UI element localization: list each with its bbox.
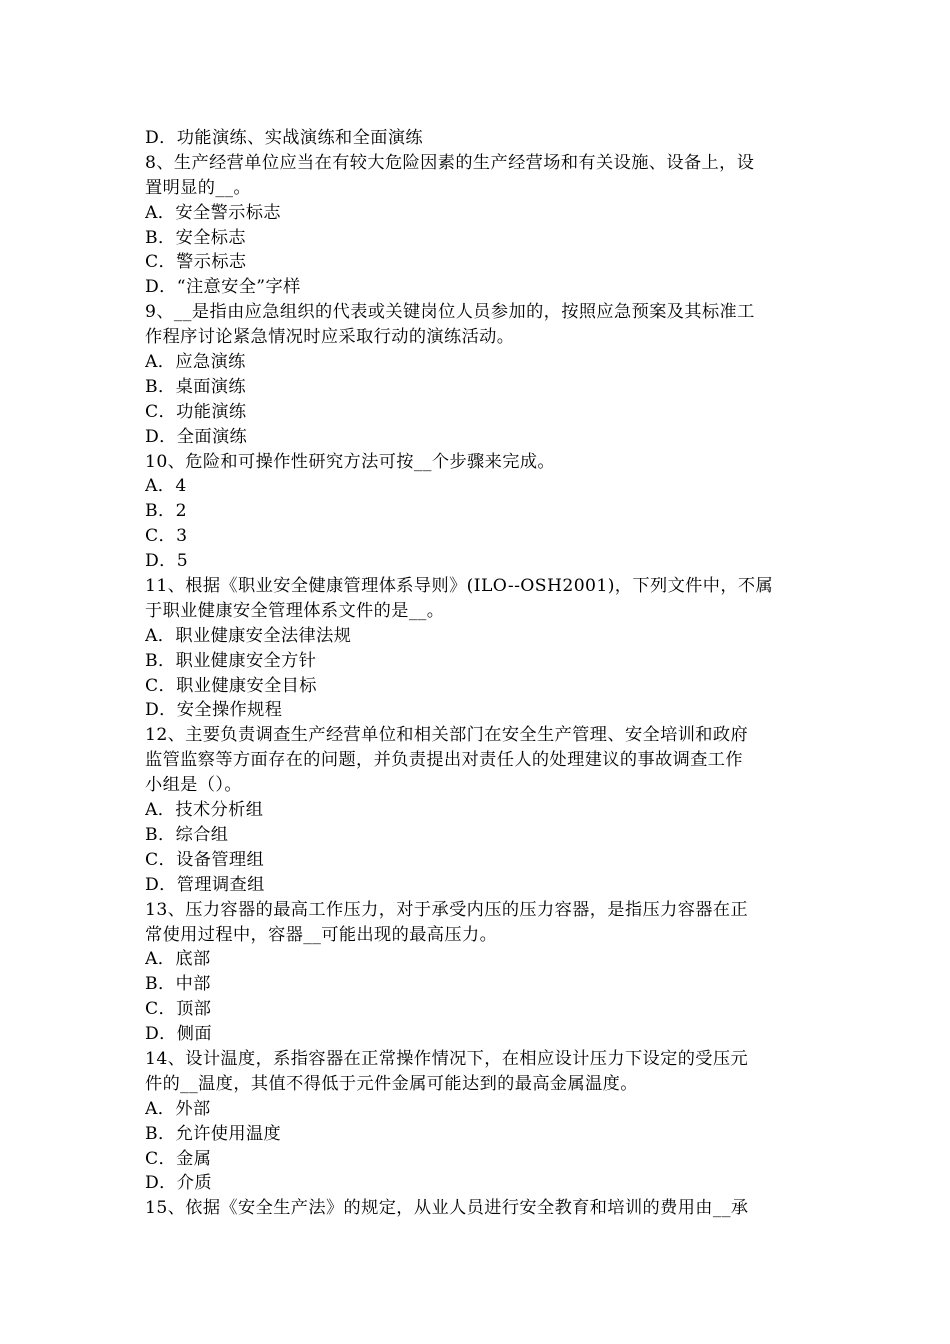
question-12-cont: 小组是（）。 bbox=[145, 775, 242, 796]
option-d: D．全面演练 bbox=[145, 426, 248, 447]
option-c: C．顶部 bbox=[145, 999, 212, 1020]
option-d: D．介质 bbox=[145, 1173, 212, 1194]
question-14-cont: 件的__温度，其值不得低于元件金属可能达到的最高金属温度。 bbox=[145, 1073, 638, 1094]
question-11-cont: 于职业健康安全管理体系文件的是__。 bbox=[145, 600, 445, 621]
option-b: B．职业健康安全方针 bbox=[145, 650, 317, 671]
option-a: A．底部 bbox=[145, 949, 211, 970]
option-a: A．应急演练 bbox=[145, 352, 246, 373]
option-b: B．安全标志 bbox=[145, 227, 246, 248]
question-14: 14、设计温度，系指容器在正常操作情况下，在相应设计压力下设定的受压元 bbox=[145, 1048, 749, 1069]
question-11: 11、根据《职业安全健康管理体系导则》(ILO--OSH2001)，下列文件中，不属 bbox=[145, 576, 774, 597]
question-12: 12、主要负责调查生产经营单位和相关部门在安全生产管理、安全培训和政府 bbox=[145, 725, 749, 746]
question-15: 15、依据《安全生产法》的规定，从业人员进行安全教育和培训的费用由__承 bbox=[145, 1198, 749, 1219]
option-b: B．中部 bbox=[145, 974, 211, 995]
option-d: D．安全操作规程 bbox=[145, 700, 283, 721]
option-b: B．2 bbox=[145, 501, 187, 522]
option-a: A．外部 bbox=[145, 1098, 211, 1119]
option-b: B．综合组 bbox=[145, 824, 229, 845]
question-13: 13、压力容器的最高工作压力，对于承受内压的压力容器，是指压力容器在正 bbox=[145, 899, 749, 920]
option-b: B．桌面演练 bbox=[145, 376, 246, 397]
document-body bbox=[145, 126, 810, 1221]
option-c: C．3 bbox=[145, 526, 188, 547]
option-a: A．安全警示标志 bbox=[145, 202, 281, 223]
option-a: A．技术分析组 bbox=[145, 800, 264, 821]
option-c: C．金属 bbox=[145, 1148, 212, 1169]
question-9: 9、__是指由应急组织的代表或关键岗位人员参加的，按照应急预案及其标准工 bbox=[145, 302, 755, 323]
option-d: D．功能演练、实战演练和全面演练 bbox=[145, 128, 423, 148]
option-c: C．职业健康安全目标 bbox=[145, 675, 317, 696]
question-13-cont: 常使用过程中，容器__可能出现的最高压力。 bbox=[145, 924, 498, 945]
option-c: C．警示标志 bbox=[145, 252, 247, 273]
option-c: C．功能演练 bbox=[145, 401, 247, 422]
question-12-cont: 监管监察等方面存在的问题，并负责提出对责任人的处理建议的事故调查工作 bbox=[145, 750, 743, 771]
option-b: B．允许使用温度 bbox=[145, 1123, 282, 1144]
option-d: D．“注意安全”字样 bbox=[145, 277, 301, 298]
question-8: 8、生产经营单位应当在有较大危险因素的生产经营场和有关设施、设备上，设 bbox=[145, 152, 755, 173]
option-c: C．设备管理组 bbox=[145, 849, 265, 870]
question-9-cont: 作程序讨论紧急情况时应采取行动的演练活动。 bbox=[145, 327, 515, 348]
question-10: 10、危险和可操作性研究方法可按__个步骤来完成。 bbox=[145, 451, 555, 472]
option-a: A．职业健康安全法律法规 bbox=[145, 625, 352, 646]
option-a: A．4 bbox=[145, 476, 187, 497]
option-d: D．5 bbox=[145, 551, 189, 572]
option-d: D．管理调查组 bbox=[145, 874, 265, 895]
option-d: D．侧面 bbox=[145, 1024, 212, 1045]
question-8-cont: 置明显的__。 bbox=[145, 177, 251, 198]
